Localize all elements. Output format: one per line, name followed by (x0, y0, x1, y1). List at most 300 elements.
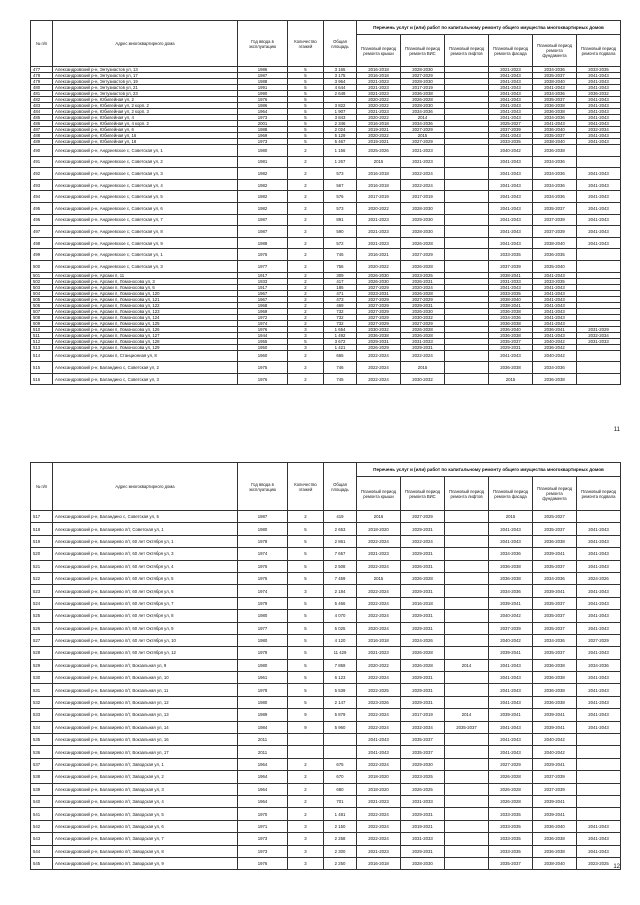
cell-year: 1970 (238, 808, 288, 820)
cell-floors: 5 (288, 67, 324, 73)
cell-floors: 5 (288, 560, 324, 572)
cell-num: 504 (31, 290, 53, 296)
cell-year: 1964 (238, 771, 288, 783)
cell-floors: 2 (288, 145, 324, 157)
table-row (31, 226, 621, 238)
cell-roof: 2020-2022 (357, 202, 401, 214)
cell-num: 534 (31, 721, 53, 733)
cell-area: 3 843 (324, 115, 357, 121)
cell-area: 1 907 (324, 109, 357, 115)
cell-basement: 2041-2043 (577, 709, 621, 721)
cell-lift (445, 833, 489, 845)
cell-lift (445, 597, 489, 609)
cell-lift (445, 191, 489, 203)
cell-vis: 2029-2031 (401, 808, 445, 820)
cell-num: 543 (31, 833, 53, 845)
cell-address: Александровский р-н, Арсаки п, Ломоносова ул, 3 (53, 278, 238, 284)
cell-facade: 2027-2029 (489, 758, 533, 770)
cell-floors: 2 (288, 272, 324, 278)
document-page-12 (30, 462, 620, 882)
cell-facade: 2034-2036 (489, 548, 533, 560)
cell-floors: 2 (288, 179, 324, 191)
cell-floors: 5 (288, 91, 324, 97)
cell-facade: 2041-2043 (489, 535, 533, 547)
cell-basement: 2031-2033 (577, 338, 621, 344)
cell-facade: 2036-2038 (489, 572, 533, 584)
cell-floors (288, 734, 324, 746)
cell-num: 528 (31, 647, 53, 659)
table-row (31, 214, 621, 226)
table-row (31, 833, 621, 845)
cell-address: Александровский р-н, Балахирево п/т, 60 лет Октября ул, 6 (53, 585, 238, 597)
cell-address: Александровский р-н, Юбилейная ул, 6 (53, 127, 238, 133)
cell-floors: 5 (288, 103, 324, 109)
cell-facade: 2038-2040 (489, 296, 533, 302)
table-row (31, 734, 621, 746)
cell-vis: 2029-2031 (401, 548, 445, 560)
table-row (31, 373, 621, 385)
cell-area: 590 (324, 226, 357, 238)
cell-area: 2 024 (324, 127, 357, 133)
cell-address: Александровский р-н, Балахирево п/т, Заводская ул, 4 (53, 795, 238, 807)
table-row (31, 721, 621, 733)
table-row (31, 145, 621, 157)
cell-foundation: 2041-2043 (533, 284, 577, 290)
cell-num: 535 (31, 734, 53, 746)
cell-floors: 5 (288, 97, 324, 103)
cell-basement: 2041-2043 (577, 845, 621, 857)
table-body (31, 67, 621, 385)
cell-basement: 2041-2043 (577, 103, 621, 109)
cell-vis: 2020-2024 (401, 284, 445, 290)
cell-num: 501 (31, 272, 53, 278)
table-row (31, 168, 621, 180)
cell-area: 572 (324, 237, 357, 249)
cell-year: 1987 (238, 214, 288, 226)
table-row (31, 260, 621, 272)
header-vis: Плановый период ремонта ВИС (401, 35, 445, 67)
cell-foundation: 2040-2042 (533, 734, 577, 746)
cell-area: 309 (324, 272, 357, 278)
cell-lift (445, 373, 489, 385)
cell-year: 1964 (238, 758, 288, 770)
cell-roof: 2022-2024 (357, 610, 401, 622)
cell-roof: 2016-2018 (357, 121, 401, 127)
cell-floors: 3 (288, 344, 324, 350)
cell-floors: 5 (288, 634, 324, 646)
cell-basement (577, 249, 621, 261)
cell-address: Александровский р-н, Балахирево п/т, Вокзальная ул, 12 (53, 696, 238, 708)
cell-address: Александровский р-н, Балахирево п/т, Вокзальная ул, 16 (53, 734, 238, 746)
cell-year: 1950 (238, 344, 288, 350)
cell-address: Александровский р-н, Баландино с, Советская ул, 3 (53, 373, 238, 385)
cell-address: Александровский р-н, Андреевское с, Советская ул, 1 (53, 249, 238, 261)
table-row (31, 249, 621, 261)
cell-lift (445, 857, 489, 869)
cell-area (324, 734, 357, 746)
cell-vis: 2034-2036 (401, 109, 445, 115)
cell-roof: 2020-2022 (357, 659, 401, 671)
cell-foundation: 2037-2039 (533, 771, 577, 783)
cell-floors: 5 (288, 121, 324, 127)
table-row (31, 647, 621, 659)
cell-foundation: 2034-2036 (533, 168, 577, 180)
cell-roof: 2020-2022 (357, 133, 401, 139)
table-row (31, 659, 621, 671)
cell-num: 477 (31, 67, 53, 73)
cell-vis: 2026-2025 (401, 783, 445, 795)
cell-address: Александровский р-н, Энтузиастов ул, 17 (53, 73, 238, 79)
cell-foundation: 2033-2035 (533, 278, 577, 284)
cell-roof: 2015 (357, 156, 401, 168)
cell-basement (577, 511, 621, 523)
cell-facade: 2041-2043 (489, 115, 533, 121)
cell-area: 5 466 (324, 597, 357, 609)
table-body (31, 511, 621, 870)
cell-roof: 2021-2023 (357, 214, 401, 226)
cell-floors: 5 (288, 535, 324, 547)
cell-address: Александровский р-н, Энтузиастов ул, 13 (53, 67, 238, 73)
cell-area: 1 654 (324, 326, 357, 332)
cell-floors: 2 (288, 808, 324, 820)
cell-facade: 2041-2043 (489, 734, 533, 746)
cell-vis: 2029-2031 (401, 684, 445, 696)
cell-roof: 2022-2024 (357, 820, 401, 832)
cell-foundation: 2037-2039 (533, 214, 577, 226)
cell-year: 1987 (238, 226, 288, 238)
cell-area: 7 459 (324, 572, 357, 584)
cell-year: 1967 (238, 290, 288, 296)
cell-address: Александровский р-н, Юбилейная ул, 2 (53, 97, 238, 103)
cell-basement: 2041-2043 (577, 115, 621, 121)
cell-foundation: 2036-2038 (533, 672, 577, 684)
table-row (31, 808, 621, 820)
table-row (31, 610, 621, 622)
cell-basement (577, 746, 621, 758)
cell-floors: 3 (288, 833, 324, 845)
cell-vis: 2019-2021 (401, 820, 445, 832)
table-row (31, 634, 621, 646)
cell-address: Александровский р-н, Андреевское с, Советская ул, 8 (53, 226, 238, 238)
cell-vis: 2029-2031 (401, 696, 445, 708)
cell-foundation: 2034-2036 (533, 115, 577, 121)
cell-basement (577, 350, 621, 362)
cell-year: 1981 (238, 156, 288, 168)
cell-facade: 2039-2041 (489, 709, 533, 721)
cell-address: Александровский р-н, Балахирево п/т, 60 лет Октября ул, 1 (53, 535, 238, 547)
cell-year: 1955 (238, 338, 288, 344)
cell-floors: 3 (288, 820, 324, 832)
cell-lift (445, 672, 489, 684)
cell-year: 1976 (238, 326, 288, 332)
cell-roof: 2021-2023 (357, 845, 401, 857)
cell-address: Александровский р-н, Балахирево п/т, Вокзальная ул, 17 (53, 746, 238, 758)
cell-foundation: 2034-2036 (533, 156, 577, 168)
cell-floors: 2 (288, 362, 324, 374)
cell-year: 1987 (238, 511, 288, 523)
cell-floors: 5 (288, 73, 324, 79)
cell-foundation: 2041-2043 (533, 320, 577, 326)
cell-roof: 2023-2031 (357, 290, 401, 296)
cell-lift (445, 237, 489, 249)
cell-address: Александровский р-н, Балахирево п/т, Вокзальная ул, 14 (53, 721, 238, 733)
cell-address: Александровский р-н, Андреевское с, Советская ул, 6 (53, 202, 238, 214)
cell-area: 419 (324, 511, 357, 523)
cell-floors: 2 (288, 249, 324, 261)
cell-floors: 9 (288, 709, 324, 721)
cell-vis: 2026-2031 (401, 560, 445, 572)
cell-facade: 2041-2043 (489, 156, 533, 168)
cell-year: 1980 (238, 696, 288, 708)
cell-area: 1 481 (324, 808, 357, 820)
cell-num: 497 (31, 226, 53, 238)
cell-lift (445, 734, 489, 746)
cell-address: Александровский р-н, Юбилейная ул, 4 (53, 115, 238, 121)
cell-num: 506 (31, 302, 53, 308)
cell-year: 1977 (238, 622, 288, 634)
cell-facade: 2035-2037 (489, 857, 533, 869)
cell-roof: 2016-2018 (357, 857, 401, 869)
header-facade: Плановый период ремонта фасада (489, 477, 533, 511)
table-row (31, 857, 621, 869)
cell-vis: 2021-2023 (401, 156, 445, 168)
cell-year: 1976 (238, 249, 288, 261)
cell-vis: 2026-2030 (401, 308, 445, 314)
cell-floors: 2 (288, 302, 324, 308)
cell-foundation: 2037-2039 (533, 226, 577, 238)
cell-vis: 2026-2028 (401, 647, 445, 659)
cell-lift (445, 560, 489, 572)
cell-roof: 2022-2024 (357, 585, 401, 597)
cell-vis: 2029-2031 (401, 344, 445, 350)
cell-vis: 2026-2028 (401, 290, 445, 296)
cell-basement: 2041-2043 (577, 585, 621, 597)
cell-address: Александровский р-н, Арсаки п, Ломоносова ул, 122 (53, 302, 238, 308)
table-row (31, 684, 621, 696)
cell-roof: 2019-2021 (357, 139, 401, 145)
cell-lift (445, 511, 489, 523)
cell-foundation: 2034-2036 (533, 362, 577, 374)
cell-area: 701 (324, 795, 357, 807)
cell-year: 1972 (238, 314, 288, 320)
cell-floors: 2 (288, 373, 324, 385)
table-row (31, 511, 621, 523)
cell-floors: 2 (288, 260, 324, 272)
cell-basement: 2041-2043 (577, 85, 621, 91)
cell-roof: 2016-2018 (357, 168, 401, 180)
cell-address: Александровский р-н, Арсаки п, Станционная ул, 8 (53, 350, 238, 362)
cell-floors: 5 (288, 622, 324, 634)
cell-num: 541 (31, 808, 53, 820)
cell-area: 3 964 (324, 79, 357, 85)
cell-facade: 2033-2035 (489, 820, 533, 832)
cell-foundation: 2035-2037 (533, 597, 577, 609)
cell-address: Александровский р-н, Баландино с, Советская ул, 2 (53, 362, 238, 374)
cell-floors: 2 (288, 795, 324, 807)
cell-year: 1984 (238, 721, 288, 733)
cell-facade: 2041-2043 (489, 79, 533, 85)
header-roof: Плановый период ремонта крыши (357, 35, 401, 67)
cell-basement (577, 145, 621, 157)
cell-vis: 2034-2036 (401, 121, 445, 127)
cell-facade: 2036-2038 (489, 362, 533, 374)
cell-num: 490 (31, 145, 53, 157)
cell-lift (445, 535, 489, 547)
cell-facade: 2041-2043 (489, 103, 533, 109)
cell-foundation: 2039-2041 (533, 808, 577, 820)
cell-vis: 2026-2028 (401, 97, 445, 103)
cell-address: Александровский р-н, Андреевское с, Советская ул, 9 (53, 237, 238, 249)
cell-basement: 2041-2043 (577, 133, 621, 139)
cell-basement (577, 156, 621, 168)
cell-roof: 2041-2043 (357, 734, 401, 746)
cell-address: Александровский р-н, Андреевское с, Советская ул, 5 (53, 191, 238, 203)
cell-facade: 2041-2043 (489, 284, 533, 290)
cell-lift (445, 746, 489, 758)
cell-roof: 2022-2024 (357, 535, 401, 547)
cell-foundation: 2035-2037 (533, 523, 577, 535)
cell-roof: 2016-2021 (357, 249, 401, 261)
register-table (30, 462, 621, 870)
cell-vis: 2022-2024 (401, 179, 445, 191)
cell-num: 544 (31, 845, 53, 857)
cell-floors: 9 (288, 721, 324, 733)
cell-facade: 2041-2043 (489, 97, 533, 103)
cell-roof: 2036-2038 (357, 332, 401, 338)
cell-floors: 5 (288, 115, 324, 121)
cell-lift (445, 572, 489, 584)
cell-num: 513 (31, 344, 53, 350)
cell-roof: 2027-2029 (357, 302, 401, 308)
cell-address: Александровский р-н, Андреевское с, Советская ул, 3 (53, 260, 238, 272)
cell-area: 4 120 (324, 634, 357, 646)
cell-year: 1944 (238, 332, 288, 338)
cell-foundation: 2041-2043 (533, 85, 577, 91)
cell-basement (577, 260, 621, 272)
cell-roof: 2022-2024 (357, 672, 401, 684)
cell-floors: 3 (288, 326, 324, 332)
cell-address: Александровский р-н, Арсаки п, Ломоносова ул, 123 (53, 308, 238, 314)
cell-vis: 2031-2033 (401, 833, 445, 845)
cell-address: Александровский р-н, Андреевское с, Советская ул, 3 (53, 168, 238, 180)
cell-area: 732 (324, 314, 357, 320)
cell-num: 479 (31, 79, 53, 85)
cell-roof: 2016-2018 (357, 634, 401, 646)
cell-floors: 3 (288, 845, 324, 857)
cell-vis: 2030-2032 (401, 373, 445, 385)
cell-year: 1974 (238, 320, 288, 326)
cell-foundation: 2036-2038 (533, 535, 577, 547)
cell-num: 542 (31, 820, 53, 832)
cell-year: 1988 (238, 79, 288, 85)
table-row (31, 622, 621, 634)
cell-num: 511 (31, 332, 53, 338)
cell-year: 1982 (238, 168, 288, 180)
cell-facade: 2041-2043 (489, 179, 533, 191)
cell-address: Александровский р-н, Балахирево п/т, Заводская ул, 8 (53, 845, 238, 857)
cell-roof: 2016-2018 (357, 67, 401, 73)
cell-floors: 5 (288, 659, 324, 671)
cell-lift (445, 783, 489, 795)
cell-vis: 2026-2028 (401, 659, 445, 671)
cell-roof: 2018-2020 (357, 771, 401, 783)
cell-lift (445, 684, 489, 696)
cell-vis: 2029-2031 (401, 302, 445, 308)
cell-foundation: 2035-2037 (533, 647, 577, 659)
cell-floors: 2 (288, 350, 324, 362)
cell-basement: 2023-2025 (577, 857, 621, 869)
cell-lift (445, 548, 489, 560)
cell-foundation: 2036-2038 (533, 145, 577, 157)
cell-vis: 2021-2023 (401, 145, 445, 157)
cell-area: 185 (324, 284, 357, 290)
cell-vis: 2026-2028 (401, 237, 445, 249)
cell-foundation: 2034-2036 (533, 91, 577, 97)
cell-vis: 2028-2030 (401, 79, 445, 85)
cell-roof: 2026-2030 (357, 272, 401, 278)
cell-address: Александровский р-н, Балахирево п/т, 60 лет Октября ул, 8 (53, 610, 238, 622)
cell-basement (577, 758, 621, 770)
cell-lift: 2014 (445, 709, 489, 721)
cell-year: 1917 (238, 272, 288, 278)
cell-area: 2 653 (324, 523, 357, 535)
cell-area: 11 429 (324, 647, 357, 659)
cell-vis: 2029-2031 (401, 622, 445, 634)
cell-address: Александровский р-н, Баландино с, Советская ул, 5 (53, 511, 238, 523)
cell-floors: 2 (288, 237, 324, 249)
cell-num: 486 (31, 121, 53, 127)
cell-lift (445, 758, 489, 770)
header-num: № п/п (31, 21, 53, 67)
header-year: Год ввода в эксплуатацию (238, 21, 288, 67)
cell-num: 520 (31, 548, 53, 560)
cell-address: Александровский р-н, Балахирево п/т, Заводская ул, 2 (53, 771, 238, 783)
cell-num: 483 (31, 103, 53, 109)
cell-num: 507 (31, 308, 53, 314)
cell-num: 499 (31, 249, 53, 261)
cell-roof: 2021-2023 (357, 647, 401, 659)
cell-floors: 2 (288, 191, 324, 203)
cell-foundation: 2038-2040 (533, 139, 577, 145)
cell-roof: 2021-2023 (357, 85, 401, 91)
header-num: № п/п (31, 463, 53, 511)
cell-num: 525 (31, 610, 53, 622)
cell-vis: 2026-2028 (401, 332, 445, 338)
cell-roof: 2021-2023 (357, 79, 401, 85)
table-row (31, 746, 621, 758)
cell-vis: 2029-2030 (401, 758, 445, 770)
cell-num: 515 (31, 362, 53, 374)
cell-vis: 2032-2034 (401, 721, 445, 733)
cell-facade: 2041-2043 (489, 721, 533, 733)
cell-basement: 2041-2043 (577, 73, 621, 79)
cell-foundation: 2041-2043 (533, 302, 577, 308)
cell-num: 518 (31, 523, 53, 535)
table-row (31, 845, 621, 857)
cell-basement: 2041-2043 (577, 597, 621, 609)
cell-year: 1977 (238, 260, 288, 272)
cell-address: Александровский р-н, Балахирево п/т, Заводская ул, 9 (53, 857, 238, 869)
cell-num: 517 (31, 511, 53, 523)
cell-area: 573 (324, 202, 357, 214)
cell-area: 7 657 (324, 548, 357, 560)
cell-year: 1976 (238, 572, 288, 584)
cell-lift (445, 226, 489, 238)
cell-floors: 2 (288, 290, 324, 296)
header-foundation: Плановый период ремонта фундамента (533, 477, 577, 511)
cell-area: 2 300 (324, 845, 357, 857)
cell-address: Александровский р-н, Арсаки п, Ломоносова ул, 124 (53, 314, 238, 320)
